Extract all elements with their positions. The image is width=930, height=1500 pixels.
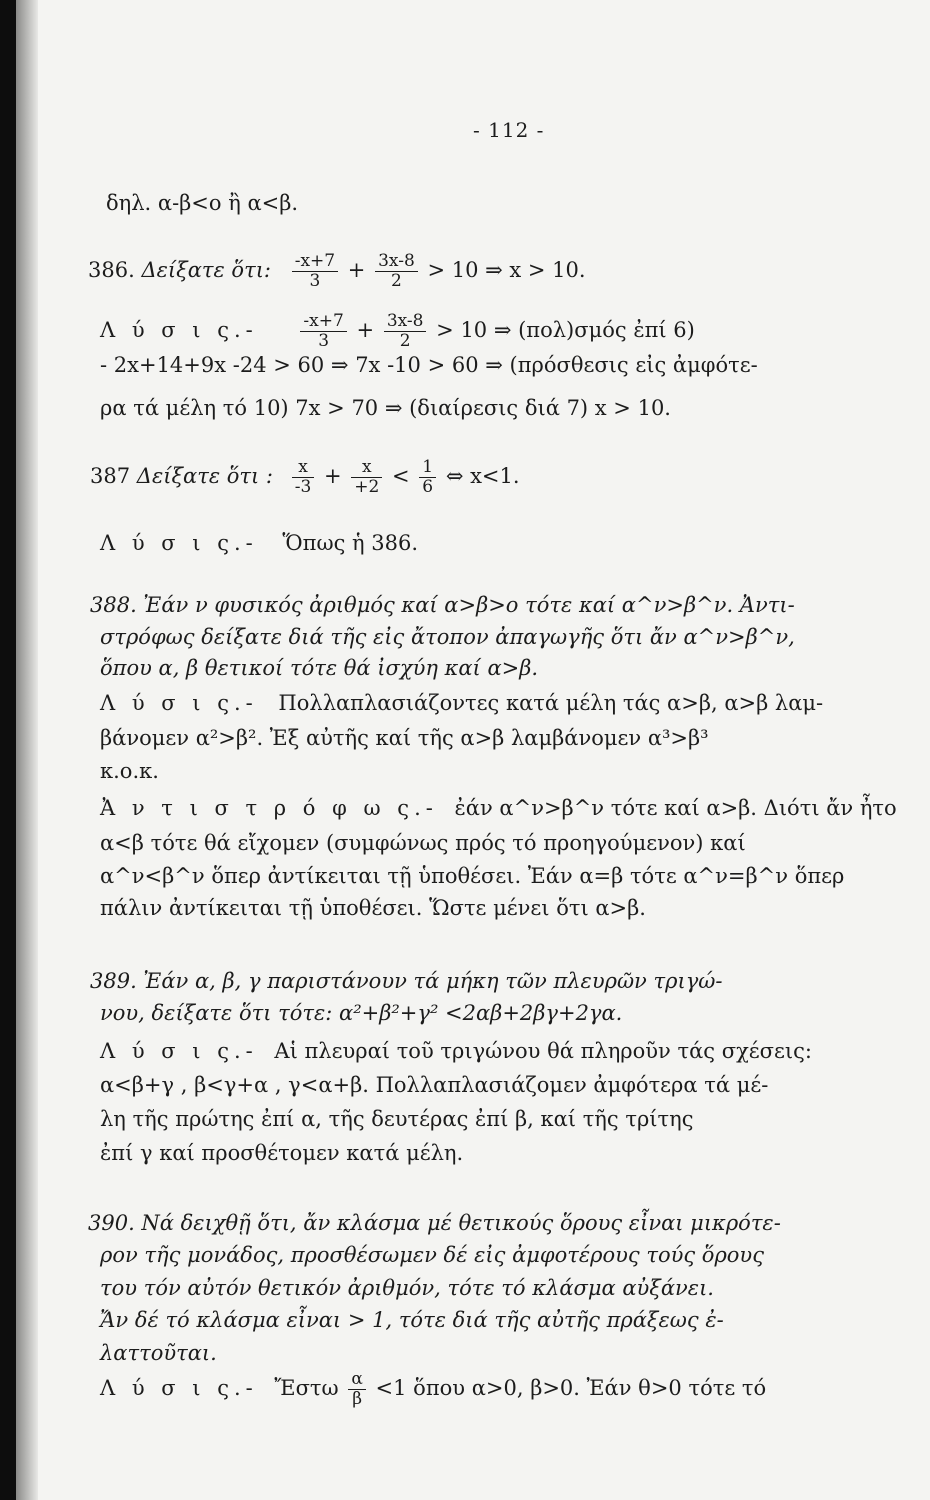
numerator: 3x-8 (375, 252, 418, 272)
numerator: -x+7 (300, 312, 346, 332)
fraction (419, 458, 436, 497)
page-gutter-shadow (16, 0, 38, 1500)
denominator: 3 (318, 331, 330, 351)
solution-text: Ὅπως ἡ 386. (282, 531, 419, 555)
page-number: - 112 - (473, 118, 545, 142)
text-line: κ.ο.κ. (100, 759, 159, 783)
text-line: του τόν αὐτόν θετικόν ἀριθμόν, τότε τό κλάσμα αὐξάνει. (100, 1276, 714, 1300)
denominator: 2 (399, 331, 411, 351)
denominator: 6 (422, 477, 434, 497)
fraction (348, 1370, 365, 1409)
denominator: -3 (294, 477, 312, 497)
section-label: Ἀ ν τ ι σ τ ρ ό φ ω ς.- (100, 796, 438, 820)
text-line (100, 1370, 766, 1409)
fraction (292, 252, 338, 291)
text-line: α^ν<β^ν ὅπερ ἀντίκειται τῇ ὑποθέσει. Ἐάν α=β τότε α^ν=β^ν ὅπερ (100, 864, 845, 888)
fraction (384, 312, 427, 351)
text-line: α<β τότε θά εἴχομεν (συμφώνως πρός τό προηγούμενον) καί (100, 831, 746, 855)
denominator: +2 (354, 477, 380, 497)
text-line: ἐπί γ καί προσθέτομεν κατά μέλη. (100, 1141, 464, 1165)
solution-label: Λ ύ σ ι ς.- (100, 318, 258, 342)
denominator: 3 (309, 271, 321, 291)
fraction (351, 458, 382, 497)
solution-text: Αἱ πλευραί τοῦ τριγώνου θά πληροῦν τάς σχέσεις: (274, 1039, 812, 1063)
text-line: λαττοῦται. (100, 1341, 217, 1365)
numerator: 3x-8 (384, 312, 427, 332)
text-line: ρα τά μέλη τό 10) 7x > 70 ⇒ (διαίρεσις διά 7) x > 10. (100, 396, 671, 420)
numerator: α (348, 1370, 365, 1390)
denominator: 2 (391, 271, 402, 291)
problem-387-solution (100, 530, 418, 556)
denominator: β (352, 1389, 363, 1409)
text-line: δηλ. α-β<ο ἢ α<β. (106, 191, 299, 215)
text-line: πάλιν ἀντίκειται τῇ ὑποθέσει. Ὥστε μένει ὅτι α>β. (100, 896, 646, 920)
inequality-tail: > 10 ⇒ x > 10. (427, 258, 586, 282)
solution-text: ἐάν α^ν>β^ν τότε καί α>β. Διότι ἄν ἦτο (454, 796, 897, 820)
numerator: x (351, 458, 382, 478)
solution-label: Λ ύ σ ι ς.- (100, 691, 258, 715)
numerator: 1 (419, 458, 436, 478)
text-line: στρόφως δείξατε διά τῆς εἰς ἄτοπον ἀπαγωγῆς ὅτι ἄν α^ν>β^ν, (100, 625, 795, 649)
solution-text: Ἔστω (274, 1376, 339, 1400)
problem-text: Δείξατε ὅτι : (136, 464, 274, 488)
problem-number: 386. (88, 258, 135, 282)
text-line: νου, δείξατε ὅτι τότε: α²+β²+γ² <2αβ+2βγ+2γα. (100, 1001, 623, 1025)
text-line: ρον τῆς μονάδος, προσθέσωμεν δέ εἰς ἀμφοτέρους τούς ὅρους (100, 1243, 764, 1267)
text-line: α<β+γ , β<γ+α , γ<α+β. Πολλαπλασιάζομεν ἀμφότερα τά μέ- (100, 1073, 769, 1097)
text-line: λη τῆς πρώτης ἐπί α, τῆς δευτέρας ἐπί β, καί τῆς τρίτης (100, 1107, 694, 1131)
text-line: ὅπου α, β θετικοί τότε θά ἰσχύη καί α>β. (100, 656, 539, 680)
problem-386-statement: 386. Δείξατε ὅτι: $\frac{-x+7}{3}$ + $\frac{3x-8}{2}$ > 10 ⇒ x > 10. (88, 251, 586, 291)
solution-text: <1 ὅπου α>0, β>0. Ἐάν θ>0 τότε τό (375, 1376, 767, 1400)
text-line: Ἄν δέ τό κλάσμα εἶναι > 1, τότε διά τῆς αὐτῆς πράξεως ἐ- (100, 1308, 724, 1332)
text-line (100, 1038, 812, 1064)
text-line (100, 795, 897, 821)
text-line: 388. Ἐάν ν φυσικός ἀριθμός καί α>β>ο τότε καί α^ν>β^ν. Ἀντι- (90, 593, 795, 617)
text-line (100, 690, 823, 716)
fraction (292, 458, 315, 497)
solution-label: Λ ύ σ ι ς.- (100, 1376, 258, 1400)
problem-387-statement: 387 Δείξατε ὅτι : $\frac{x}{-3}$ + $\frac{x}{+2}$ < $\frac{1}{6}$ ⇔ x<1. (90, 457, 520, 497)
text-line: βάνομεν α²>β². Ἐξ αὐτῆς καί τῆς α>β λαμβάνομεν α³>β³ (100, 726, 709, 750)
text-line: 390. Νά δειχθῇ ὅτι, ἄν κλάσμα μέ θετικούς ὅρους εἶναι μικρότε- (88, 1211, 781, 1235)
solution-text: > 10 ⇒ (πολ)σμός ἐπί 6) (436, 318, 695, 342)
text-line: 389. Ἐάν α, β, γ παριστάνουν τά μήκη τῶν πλευρῶν τριγώ- (90, 969, 723, 993)
fraction (300, 312, 346, 351)
problem-number: 387 (90, 464, 131, 488)
solution-text: Πολλαπλασιάζοντες κατά μέλη τάς α>β, α>β λαμ- (278, 691, 824, 715)
inequality-tail: ⇔ x<1. (445, 464, 520, 488)
solution-label: Λ ύ σ ι ς.- (100, 531, 258, 555)
book-binding-edge (0, 0, 16, 1500)
fraction (375, 252, 418, 291)
problem-text: Δείξατε ὅτι: (141, 258, 272, 282)
solution-label: Λ ύ σ ι ς.- (100, 1039, 258, 1063)
problem-386-solution: Λ ύ σ ι ς.- $\frac{-x+7}{3}$ + $\frac{3x-8}{2}$ > 10 ⇒ (πολ)σμός ἐπί 6) (100, 311, 695, 351)
numerator: -x+7 (292, 252, 338, 272)
numerator: x (292, 458, 315, 478)
text-line: - 2x+14+9x -24 > 60 ⇒ 7x -10 > 60 ⇒ (πρόσθεσις εἰς ἀμφότε- (100, 353, 758, 377)
page (38, 0, 930, 1500)
